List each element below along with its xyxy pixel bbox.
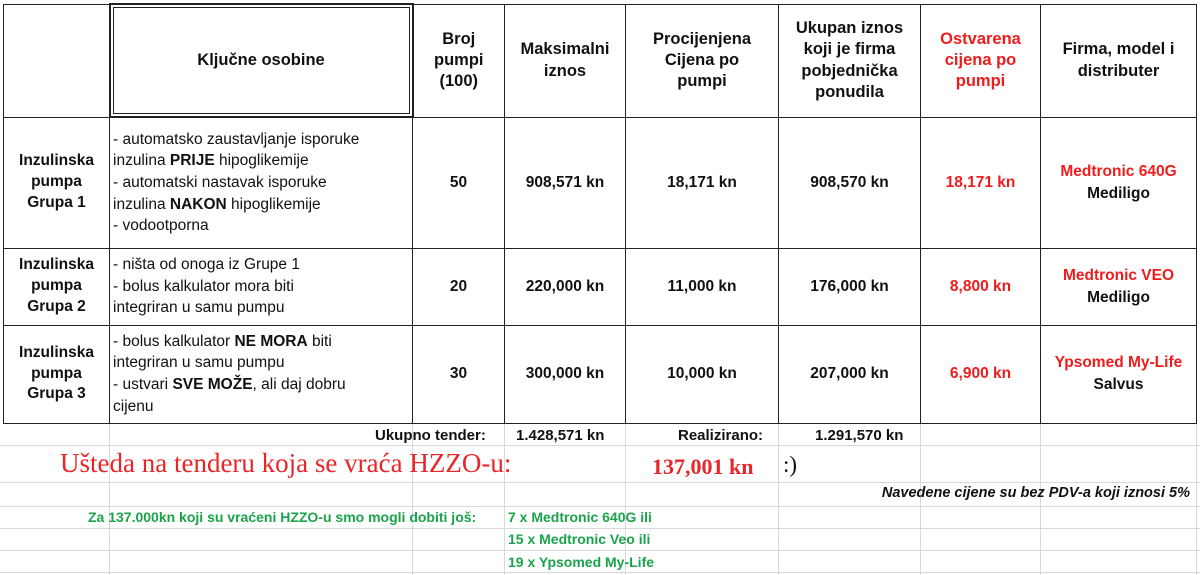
firm-distributor: Mediligo: [1087, 288, 1150, 306]
feature-emphasis: NE MORA: [234, 332, 308, 350]
header-group[interactable]: [4, 4, 110, 117]
achieved-cell[interactable]: 6,900 kn: [921, 325, 1041, 423]
feature-line: integriran u samu pumpu: [113, 354, 285, 372]
total-cell[interactable]: 176,000 kn: [779, 248, 921, 325]
firm-distributor: Salvus: [1093, 376, 1144, 393]
firm-model: Medtronic 640G: [1060, 162, 1177, 180]
header-total-l4: ponudila: [815, 82, 884, 101]
total-cell[interactable]: 207,000 kn: [779, 325, 921, 423]
tender-total-label[interactable]: Ukupno tender:: [375, 427, 486, 444]
saving-text[interactable]: Ušteda na tenderu koja se vraća HZZO-u:: [60, 448, 512, 478]
feature-line: - vodootporna: [113, 217, 209, 235]
firm-cell[interactable]: [1041, 325, 1197, 423]
feature-line: cijenu: [113, 397, 154, 415]
group-label-l1: Inzulinska: [19, 152, 94, 170]
header-ach-l2: cijena po: [944, 50, 1017, 69]
vat-note[interactable]: Navedene cijene su bez PDV-a koji iznosi 5%: [881, 485, 1190, 501]
group-label-l3: Grupa 1: [27, 193, 86, 211]
header-max[interactable]: [505, 4, 626, 117]
header-est-l3: pumpi: [677, 72, 727, 91]
header-firm-l1: Firma, model i: [1062, 40, 1175, 59]
header-features[interactable]: Ključne osobine: [110, 4, 413, 117]
feature-emphasis: SVE MOŽE: [172, 376, 253, 393]
header-est-l2: Cijena po: [664, 50, 740, 69]
estimated-cell[interactable]: 10,000 kn: [626, 325, 779, 423]
group-cell[interactable]: [4, 325, 110, 423]
features-cell[interactable]: [110, 248, 413, 325]
header-count-l3: (100): [439, 72, 479, 91]
alternative-item[interactable]: 15 x Medtronic Veo ili: [508, 531, 651, 547]
header-max-l2: iznos: [543, 61, 587, 80]
count-cell[interactable]: 50: [413, 117, 505, 248]
header-count-l1: Broj: [442, 29, 476, 48]
alternatives-intro[interactable]: Za 137.000kn koji su vraćeni HZZO-u smo mogli dobiti još:: [88, 509, 477, 525]
features-cell[interactable]: [110, 325, 413, 423]
max-cell[interactable]: 908,571 kn: [505, 117, 626, 248]
max-cell[interactable]: 220,000 kn: [505, 248, 626, 325]
realized-label[interactable]: Realizirano:: [678, 427, 764, 444]
feature-line: - ništa od onoga iz Grupe 1: [113, 255, 300, 273]
group-label-l2: pumpa: [31, 277, 82, 295]
group-cell[interactable]: [4, 248, 110, 325]
header-max-l1: Maksimalni: [520, 40, 610, 59]
alternative-item[interactable]: 7 x Medtronic 640G ili: [508, 509, 652, 525]
table-row-group-3: [4, 325, 1197, 423]
realized-value[interactable]: 1.291,570 kn: [815, 427, 904, 444]
header-count[interactable]: [413, 4, 505, 117]
group-label-l1: Inzulinska: [19, 343, 94, 361]
header-total-l2: koji je firma: [803, 40, 896, 59]
header-achieved[interactable]: [921, 4, 1041, 117]
header-firm[interactable]: [1041, 4, 1197, 117]
table-row-group-1: [4, 117, 1197, 248]
firm-cell[interactable]: [1041, 248, 1197, 325]
alternative-item[interactable]: 19 x Ypsomed My-Life: [508, 554, 655, 570]
header-estimated[interactable]: [626, 4, 779, 117]
feature-text: inzulina: [113, 152, 170, 170]
total-cell[interactable]: 908,570 kn: [779, 117, 921, 248]
feature-line: - automatski nastavak isporuke: [113, 173, 327, 191]
header-total[interactable]: [779, 4, 921, 117]
table-row-group-2: [4, 248, 1197, 325]
feature-line: integriran u samu pumpu: [113, 299, 285, 317]
firm-model: Ypsomed My-Life: [1054, 354, 1183, 372]
firm-distributor: Mediligo: [1087, 184, 1150, 202]
header-firm-l2: distributer: [1077, 61, 1160, 80]
feature-text: - bolus kalkulator: [113, 332, 235, 350]
tender-table: [3, 3, 1197, 424]
count-cell[interactable]: 30: [413, 325, 505, 423]
group-cell[interactable]: [4, 117, 110, 248]
max-cell[interactable]: 300,000 kn: [505, 325, 626, 423]
achieved-cell[interactable]: 18,171 kn: [921, 117, 1041, 248]
firm-model: Medtronic VEO: [1062, 266, 1175, 284]
feature-text: - ustvari: [113, 376, 173, 393]
group-label-l3: Grupa 2: [27, 297, 86, 315]
group-label-l2: pumpa: [31, 173, 82, 191]
smiley: :): [783, 452, 798, 477]
feature-text: inzulina: [113, 195, 170, 213]
feature-text: hipoglikemije: [214, 152, 309, 170]
group-label-l2: pumpa: [31, 364, 82, 382]
estimated-cell[interactable]: 18,171 kn: [626, 117, 779, 248]
group-label-l3: Grupa 3: [27, 385, 86, 403]
feature-emphasis: PRIJE: [169, 152, 215, 170]
feature-emphasis: NAKON: [169, 195, 227, 213]
feature-text: , ali daj dobru: [252, 376, 346, 393]
feature-line: - bolus kalkulator mora biti: [113, 277, 294, 295]
header-ach-l3: pumpi: [955, 72, 1006, 91]
tender-total-value[interactable]: 1.428,571 kn: [516, 427, 605, 444]
feature-text: biti: [307, 332, 332, 350]
feature-line: - automatsko zaustavljanje isporuke: [113, 130, 360, 148]
header-est-l1: Procijenjena: [652, 29, 752, 48]
group-label-l1: Inzulinska: [19, 256, 94, 274]
achieved-cell[interactable]: 8,800 kn: [921, 248, 1041, 325]
header-total-l1: Ukupan iznos: [795, 19, 904, 38]
header-row: [4, 4, 1197, 117]
header-ach-l1: Ostvarena: [940, 29, 1021, 48]
header-total-l3: pobjednička: [801, 61, 898, 80]
firm-cell[interactable]: [1041, 117, 1197, 248]
header-count-l2: pumpi: [434, 50, 484, 69]
features-cell[interactable]: [110, 117, 413, 248]
feature-text: hipoglikemije: [226, 195, 321, 213]
estimated-cell[interactable]: 11,000 kn: [626, 248, 779, 325]
count-cell[interactable]: 20: [413, 248, 505, 325]
saving-value[interactable]: 137,001 kn: [652, 454, 754, 479]
